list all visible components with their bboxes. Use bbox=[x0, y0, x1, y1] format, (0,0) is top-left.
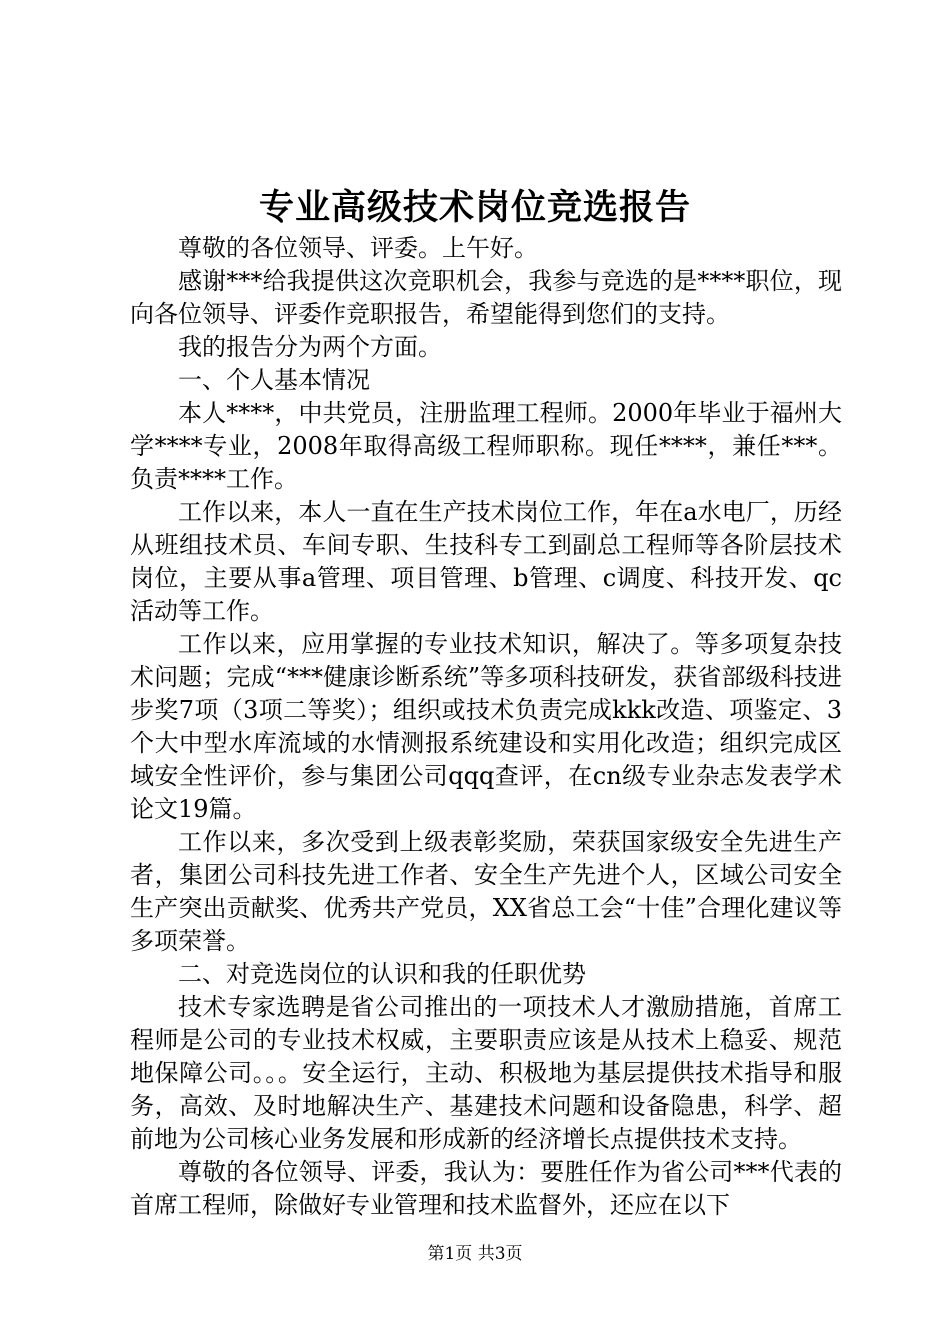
paragraph-thanks: 感谢***给我提供这次竞职机会，我参与竞选的是****职位，现向各位领导、评委作竞职报告，希望能得到您们的支持。 bbox=[130, 267, 842, 328]
section-heading-position-understanding: 二、对竞选岗位的认识和我的任职优势 bbox=[178, 960, 586, 988]
paragraph-work-history: 工作以来，本人一直在生产技术岗位工作，年在a水电厂，历经从班组技术员、车间专职、生技科专工到副总工程师等各阶层技术岗位，主要从事a管理、项目管理、b管理、c调度、科技开发、qc活动等工作。 bbox=[130, 498, 842, 625]
paragraph-personal-info: 本人****，中共党员，注册监理工程师。2000年毕业于福州大学****专业，2008年取得高级工程师职称。现任****，兼任***。负责****工作。 bbox=[130, 399, 842, 493]
paragraph-achievements: 工作以来，应用掌握的专业技术知识，解决了。等多项复杂技术问题；完成“***健康诊断系统”等多项科技研发，获省部级科技进步奖7项（3项二等奖）；组织或技术负责完成kkk改造、项鉴定、3个大中型水库流域的水情测报系统建设和实用化改造；组织完成区域安全性评价，参与集团公司qqq查评，在cn级专业杂志发表学术论文19篇。 bbox=[130, 630, 842, 823]
document-body bbox=[130, 232, 842, 1222]
paragraph-view: 尊敬的各位领导、评委，我认为：要胜任作为省公司***代表的首席工程师，除做好专业管理和技术监督外，还应在以下 bbox=[130, 1158, 842, 1219]
paragraph-honors: 工作以来，多次受到上级表彰奖励，荣获国家级安全先进生产者，集团公司科技先进工作者、安全生产先进个人，区域公司安全生产突出贡献奖、优秀共产党员，XX省总工会“十佳”合理化建议等多项荣誉。 bbox=[130, 828, 842, 955]
paragraph-position-role: 技术专家选聘是省公司推出的一项技术人才激励措施，首席工程师是公司的专业技术权威，主要职责应该是从技术上稳妥、规范地保障公司。。。安全运行，主动、积极地为基层提供技术指导和服务，高效、及时地解决生产、基建技术问题和设备隐患，科学、超前地为公司核心业务发展和形成新的经济增长点提供技术支持。 bbox=[130, 993, 842, 1153]
section-heading-basic-info: 一、个人基本情况 bbox=[178, 366, 370, 394]
document-title: 专业高级技术岗位竞选报告 bbox=[258, 187, 691, 228]
paragraph-greeting: 尊敬的各位领导、评委。上午好。 bbox=[178, 234, 538, 262]
paragraph-outline: 我的报告分为两个方面。 bbox=[178, 333, 442, 361]
page-number-footer: 第1页 共3页 bbox=[427, 1244, 523, 1264]
